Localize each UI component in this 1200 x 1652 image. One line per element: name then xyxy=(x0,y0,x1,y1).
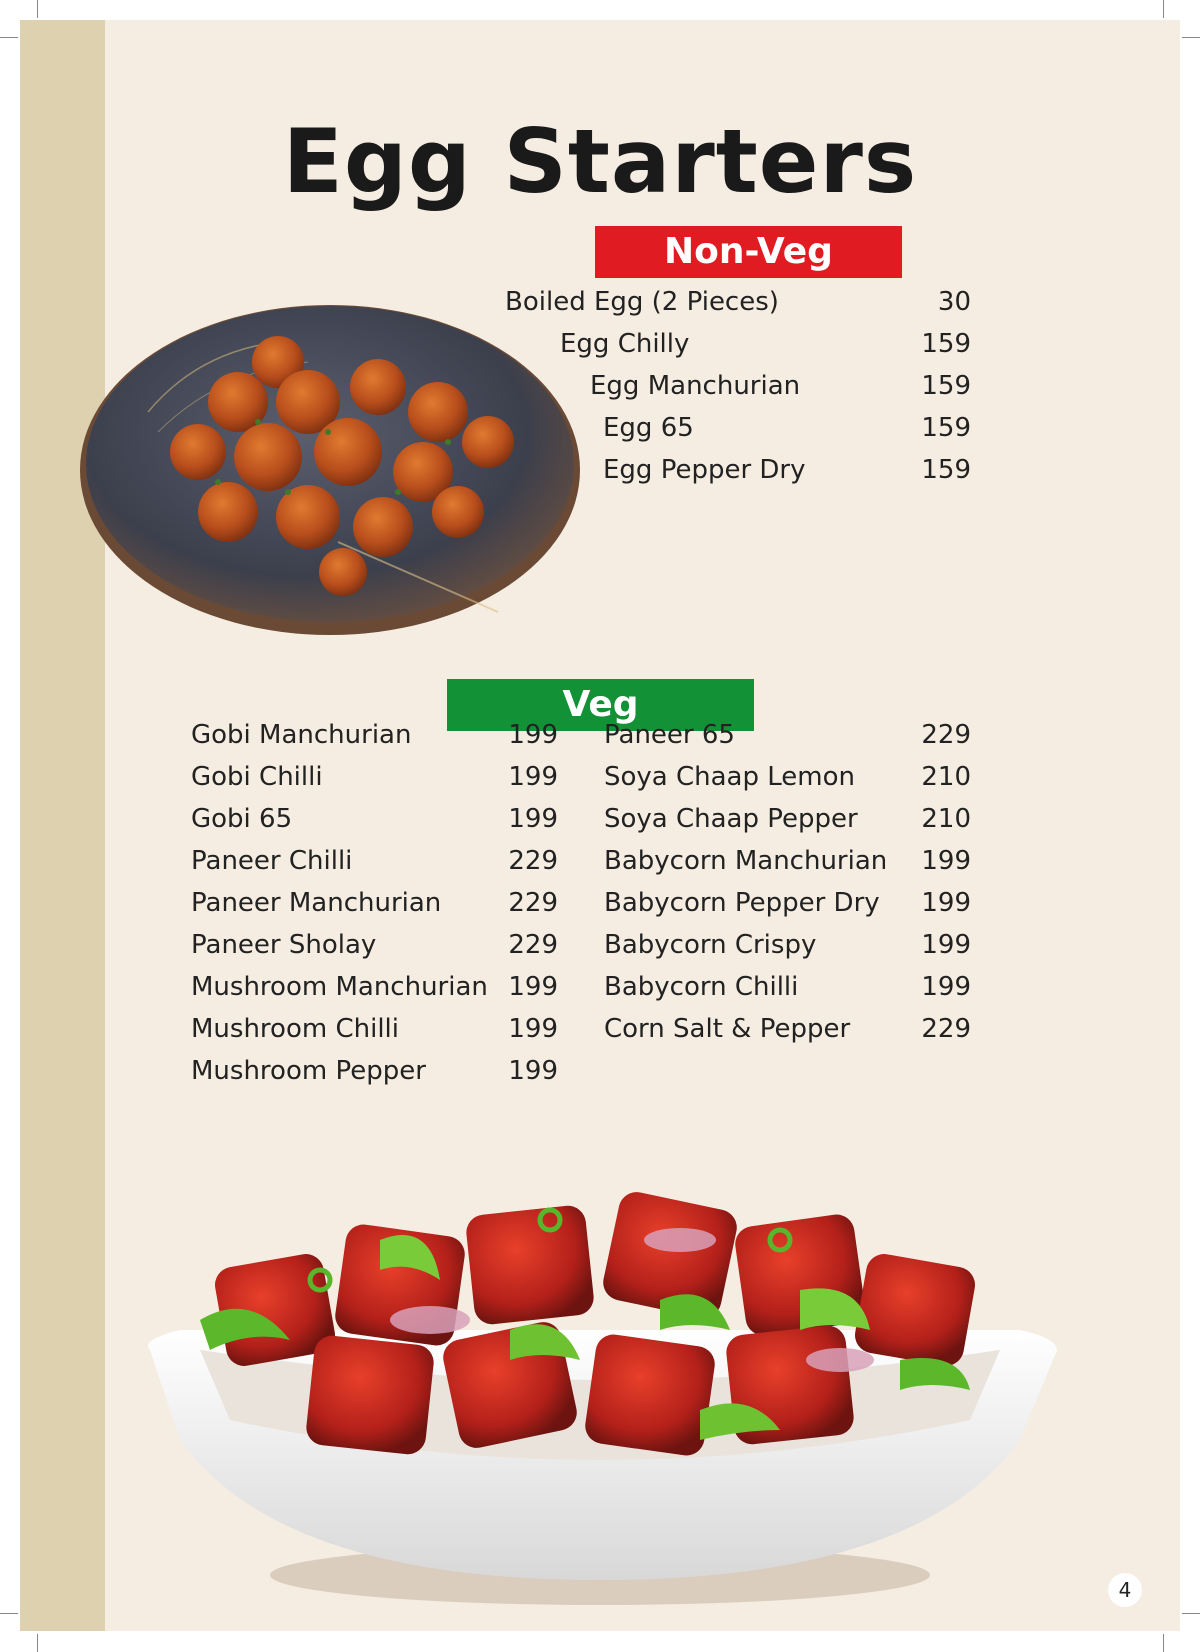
crop-mark xyxy=(1163,0,1164,18)
menu-item-name: Babycorn Chilli xyxy=(604,972,799,1002)
crop-mark xyxy=(37,0,38,18)
menu-item-name: Egg Pepper Dry xyxy=(603,455,806,485)
menu-item-name: Mushroom Pepper xyxy=(191,1056,426,1086)
menu-item-price: 30 xyxy=(937,287,971,317)
menu-item-name: Egg Manchurian xyxy=(590,371,801,401)
menu-item-price: 159 xyxy=(921,413,971,443)
menu-item-price: 199 xyxy=(508,972,558,1002)
menu-item-name: Paneer Manchurian xyxy=(191,888,442,918)
menu-item-price: 199 xyxy=(921,888,971,918)
menu-item-price: 229 xyxy=(508,846,558,876)
egg-dish-image xyxy=(78,292,583,647)
menu-item-price: 199 xyxy=(508,804,558,834)
menu-item-price: 210 xyxy=(921,804,971,834)
menu-item-name: Egg Chilly xyxy=(560,329,690,359)
menu-item-price: 229 xyxy=(921,720,971,750)
page-number: 4 xyxy=(1108,1573,1142,1607)
menu-item-name: Babycorn Crispy xyxy=(604,930,817,960)
menu-item-name: Babycorn Manchurian xyxy=(604,846,888,876)
menu-item-name: Egg 65 xyxy=(603,413,694,443)
crop-mark xyxy=(1163,1634,1164,1652)
menu-item-name: Mushroom Chilli xyxy=(191,1014,399,1044)
menu-item-name: Gobi 65 xyxy=(191,804,293,834)
menu-item-price: 199 xyxy=(508,762,558,792)
menu-item-name: Gobi Manchurian xyxy=(191,720,412,750)
menu-item-price: 229 xyxy=(508,888,558,918)
paneer-dish-image xyxy=(140,1180,1070,1610)
menu-item-name: Corn Salt & Pepper xyxy=(604,1014,851,1044)
menu-item-price: 199 xyxy=(921,846,971,876)
menu-item-price: 210 xyxy=(921,762,971,792)
menu-item-name: Paneer 65 xyxy=(604,720,735,750)
veg-label: Veg xyxy=(447,679,754,731)
menu-item-price: 159 xyxy=(921,329,971,359)
menu-item-name: Boiled Egg (2 Pieces) xyxy=(505,287,779,317)
menu-page xyxy=(20,20,1180,1631)
menu-item-name: Paneer Chilli xyxy=(191,846,353,876)
menu-item-price: 229 xyxy=(508,930,558,960)
menu-item-name: Babycorn Pepper Dry xyxy=(604,888,880,918)
menu-item-price: 229 xyxy=(921,1014,971,1044)
menu-item-price: 159 xyxy=(921,455,971,485)
menu-item-price: 199 xyxy=(921,930,971,960)
crop-mark xyxy=(1182,1613,1200,1614)
menu-item-price: 199 xyxy=(921,972,971,1002)
crop-mark xyxy=(37,1634,38,1652)
menu-item-price: 199 xyxy=(508,1014,558,1044)
menu-item-price: 159 xyxy=(921,371,971,401)
menu-item-price: 199 xyxy=(508,720,558,750)
crop-mark xyxy=(1182,37,1200,38)
menu-item-price: 199 xyxy=(508,1056,558,1086)
menu-item-name: Gobi Chilli xyxy=(191,762,323,792)
menu-item-name: Mushroom Manchurian xyxy=(191,972,488,1002)
crop-mark xyxy=(0,37,18,38)
nonveg-label: Non-Veg xyxy=(595,226,902,278)
side-stripe xyxy=(20,20,105,1631)
menu-item-name: Soya Chaap Lemon xyxy=(604,762,855,792)
menu-item-name: Soya Chaap Pepper xyxy=(604,804,858,834)
page-title: Egg Starters xyxy=(282,110,918,213)
menu-item-name: Paneer Sholay xyxy=(191,930,377,960)
crop-mark xyxy=(0,1613,18,1614)
